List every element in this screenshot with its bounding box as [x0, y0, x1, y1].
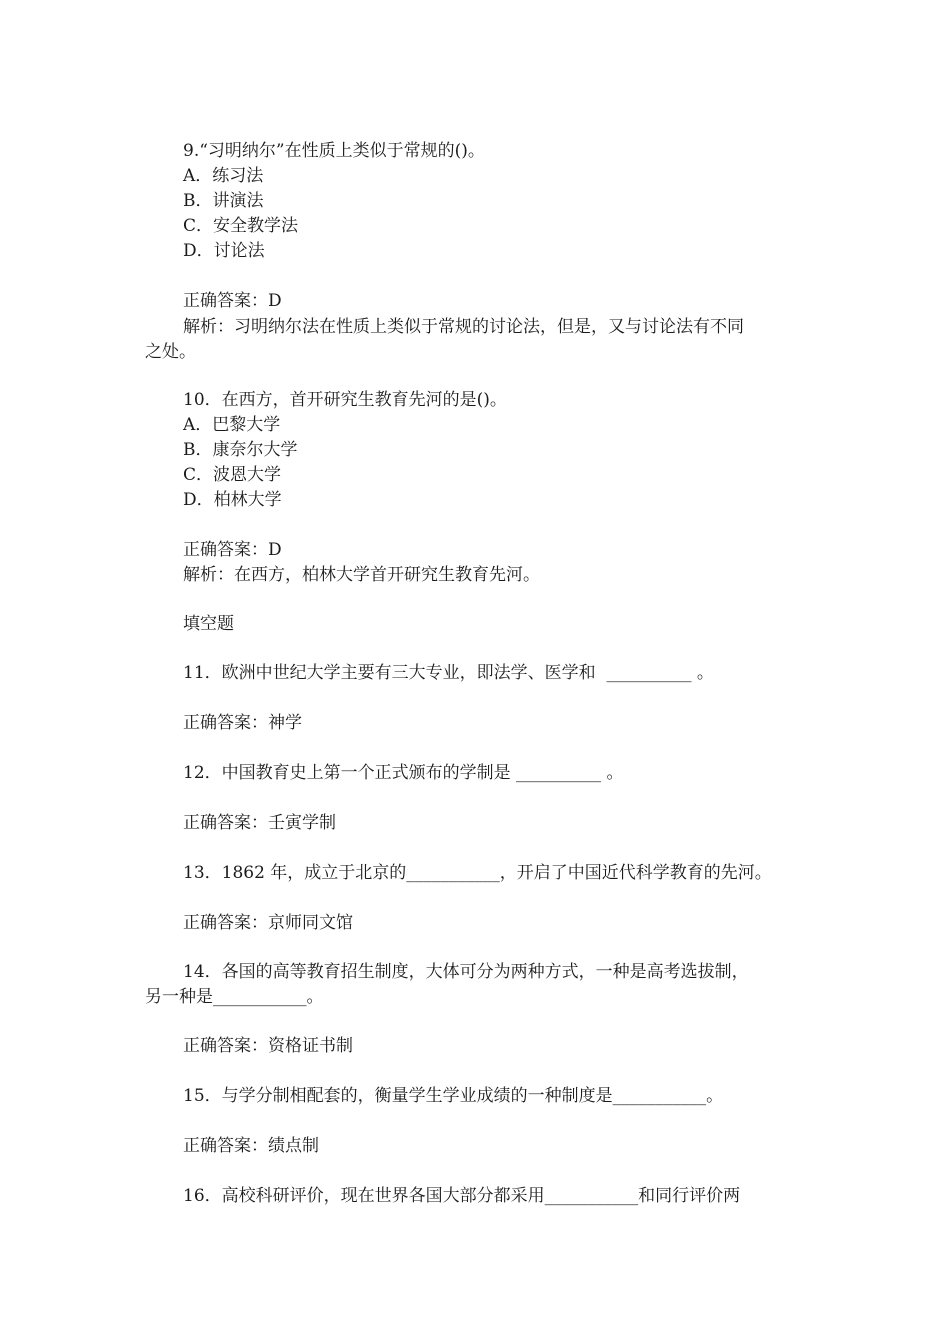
q10-explanation: 解析：在西方，柏林大学首开研究生教育先河。: [183, 565, 540, 585]
q14-stem-line2: 另一种是___________。: [145, 987, 324, 1007]
q12-answer: 正确答案：壬寅学制: [183, 813, 336, 833]
q13-stem: 13．1862 年，成立于北京的___________，开启了中国近代科学教育的先河。: [183, 863, 772, 883]
q10-option-d: D．柏林大学: [183, 490, 282, 510]
q12-stem: 12．中国教育史上第一个正式颁布的学制是 __________ 。: [183, 763, 624, 783]
q9-answer: 正确答案：D: [183, 291, 282, 311]
q14-stem-line1: 14．各国的高等教育招生制度，大体可分为两种方式，一种是高考选拔制，: [183, 962, 749, 982]
q10-answer: 正确答案：D: [183, 540, 282, 560]
q9-option-d: D．讨论法: [183, 241, 265, 261]
q10-option-b: B．康奈尔大学: [183, 440, 298, 460]
q9-option-c: C．安全教学法: [183, 216, 299, 236]
q9-explanation-line2: 之处。: [145, 342, 196, 362]
q10-stem: 10．在西方，首开研究生教育先河的是()。: [183, 390, 507, 410]
q10-option-c: C．波恩大学: [183, 465, 282, 485]
q11-answer: 正确答案：神学: [183, 713, 302, 733]
q9-explanation-line1: 解析：习明纳尔法在性质上类似于常规的讨论法，但是，又与讨论法有不同: [183, 317, 744, 337]
q11-stem: 11．欧洲中世纪大学主要有三大专业，即法学、医学和 __________ 。: [183, 663, 714, 683]
q10-option-a: A．巴黎大学: [183, 415, 281, 435]
q9-option-b: B．讲演法: [183, 191, 264, 211]
q9-stem: 9.“习明纳尔”在性质上类似于常规的()。: [183, 141, 485, 161]
q15-answer: 正确答案：绩点制: [183, 1136, 319, 1156]
q15-stem: 15．与学分制相配套的，衡量学生学业成绩的一种制度是___________。: [183, 1086, 724, 1106]
q16-stem: 16．高校科研评价，现在世界各国大部分都采用___________和同行评价两: [183, 1186, 741, 1206]
q9-option-a: A．练习法: [183, 166, 264, 186]
q14-answer: 正确答案：资格证书制: [183, 1036, 353, 1056]
section-heading: 填空题: [183, 614, 234, 634]
q13-answer: 正确答案：京师同文馆: [183, 913, 353, 933]
